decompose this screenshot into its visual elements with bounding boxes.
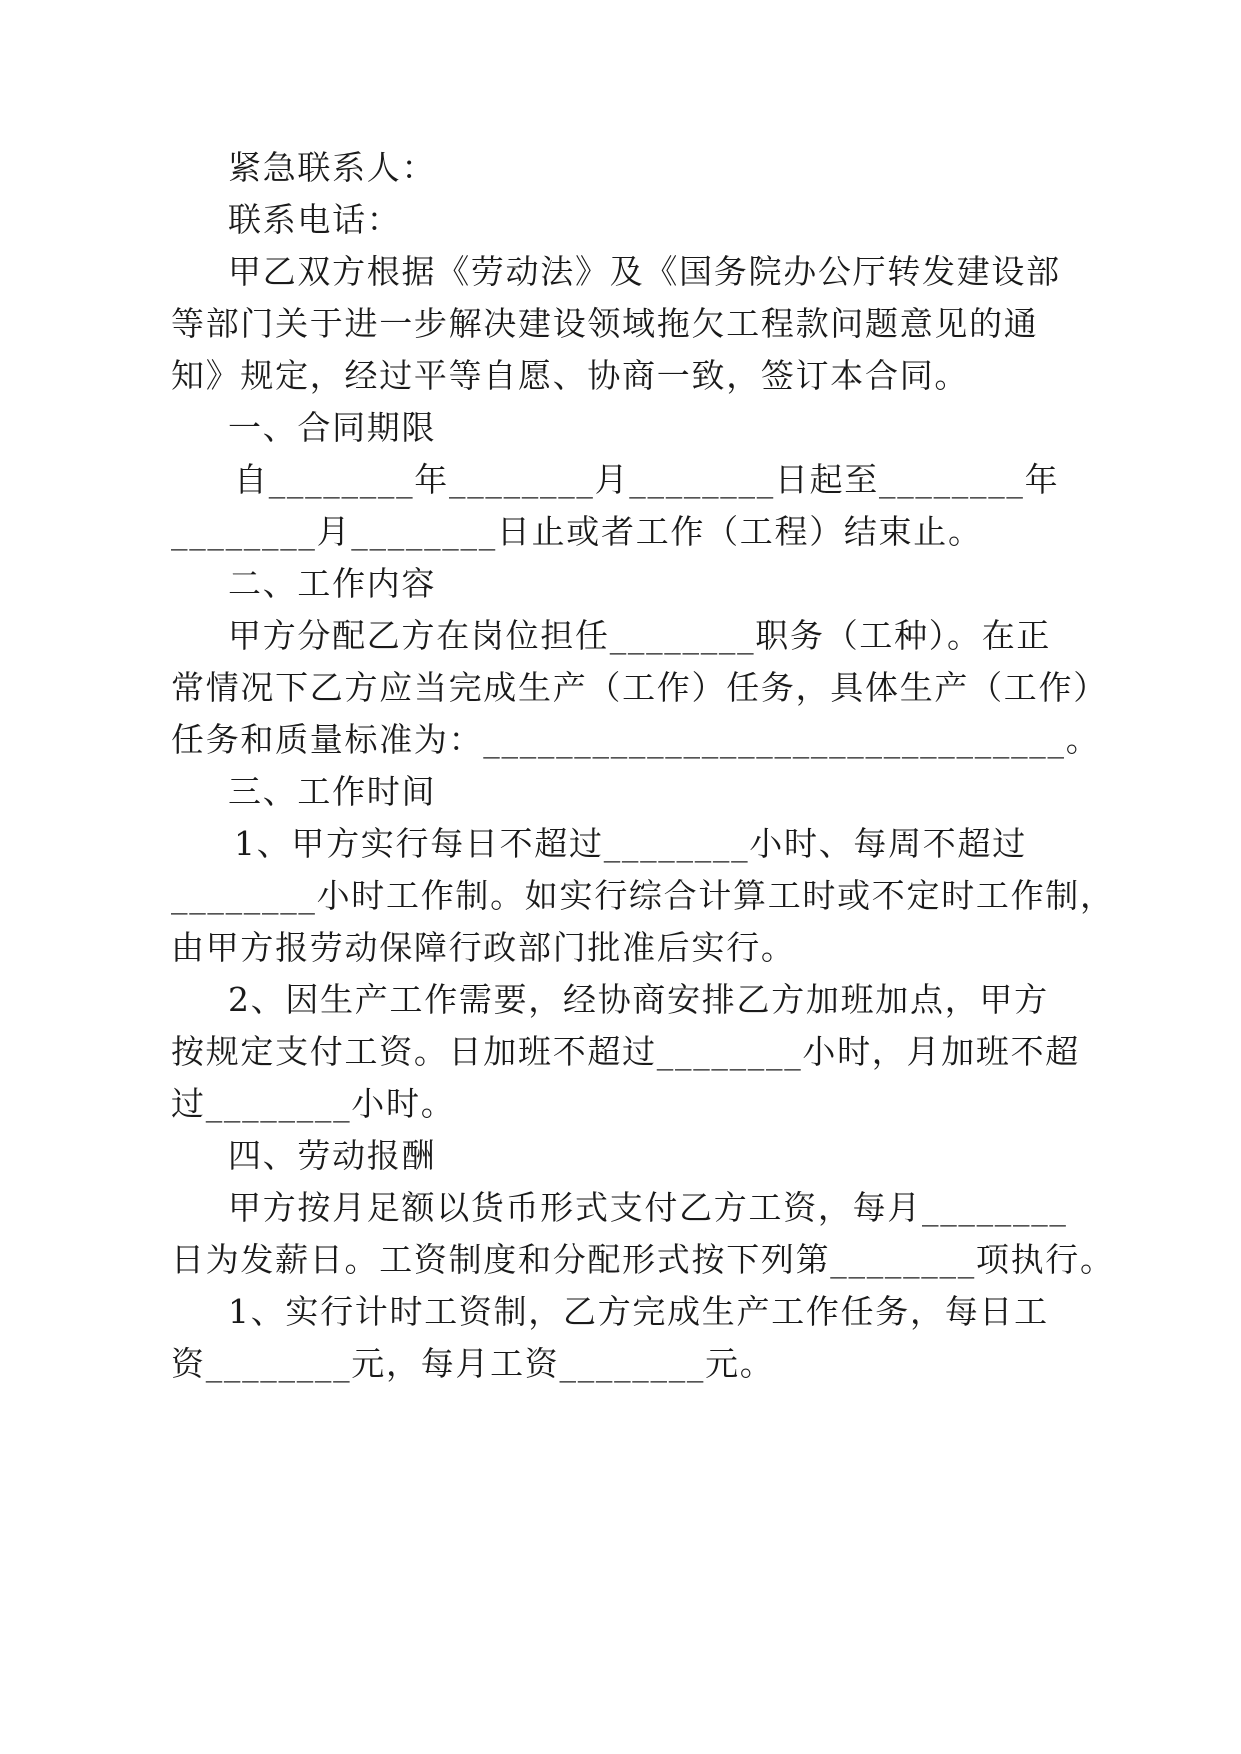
term-line-2: ________月________日止或者工作（工程）结束止。: [171, 512, 983, 551]
emergency-contact-line: 紧急联系人：: [228, 148, 437, 187]
preamble-line-1: 甲乙双方根据《劳动法》及《国务院办公厅转发建设部: [228, 252, 1061, 291]
hourly-wage-line-2: 资________元，每月工资________元。: [171, 1344, 775, 1383]
hourly-wage-line-1: 1、实行计时工资制，乙方完成生产工作任务，每日工: [228, 1292, 1049, 1331]
section-3-heading: 三、工作时间: [228, 772, 437, 811]
work-hours-line-3: 由甲方报劳动保障行政部门批准后实行。: [171, 928, 796, 967]
preamble-line-3: 知》规定，经过平等自愿、协商一致，签订本合同。: [171, 356, 970, 395]
overtime-line-3: 过________小时。: [171, 1084, 456, 1123]
section-2-heading: 二、工作内容: [228, 564, 437, 603]
section-1-heading: 一、合同期限: [228, 408, 437, 447]
overtime-line-2: 按规定支付工资。日加班不超过________小时，月加班不超: [171, 1032, 1080, 1071]
preamble-line-2: 等部门关于进一步解决建设领域拖欠工程款问题意见的通: [171, 304, 1039, 343]
pay-line-1: 甲方按月足额以货币形式支付乙方工资，每月________: [228, 1188, 1068, 1227]
contact-phone-line: 联系电话：: [228, 200, 402, 239]
pay-line-2: 日为发薪日。工资制度和分配形式按下列第________项执行。: [171, 1240, 1115, 1279]
overtime-line-1: 2、因生产工作需要，经协商安排乙方加班加点，甲方: [228, 980, 1049, 1019]
term-line-1: 自________年________月________日起至________年: [234, 460, 1060, 499]
work-content-line-1: 甲方分配乙方在岗位担任________职务（工种）。在正: [228, 616, 1052, 655]
work-content-line-2: 常情况下乙方应当完成生产（工作）任务，具体生产（工作）: [171, 668, 1108, 707]
work-hours-line-2: ________小时工作制。如实行综合计算工时或不定时工作制，: [171, 876, 1115, 915]
section-4-heading: 四、劳动报酬: [228, 1136, 437, 1175]
work-hours-line-1: 1、甲方实行每日不超过________小时、每周不超过: [234, 824, 1027, 863]
work-content-line-3: 任务和质量标准为：________________________________。: [171, 720, 1101, 759]
